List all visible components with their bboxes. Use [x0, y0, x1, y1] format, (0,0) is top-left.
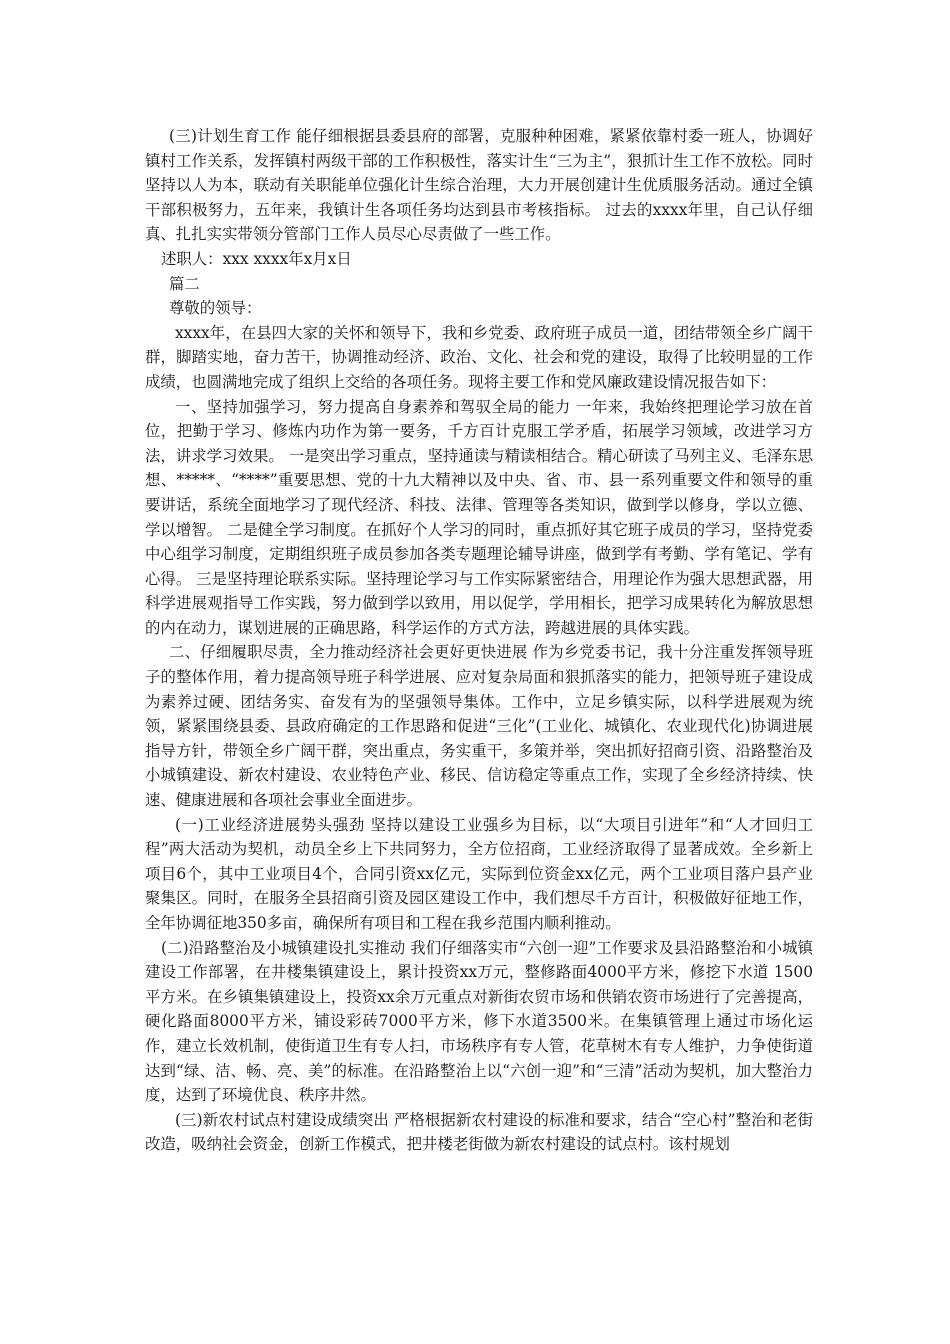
- paragraph-town-construction: (二)沿路整治及小城镇建设扎实推动 我们仔细落实市“六创一迎”工作要求及县沿路整治和小城镇建设工作部署，在井楼集镇建设上，累计投资xx万元，整修路面4000平方米，修挖下水道 1500平方米。在乡镇集镇建设上，投资xx余万元重点对新街农贸市场和供销农资市场进行了完善提高，硬化路面8000平方米，铺设彩砖7000平方米，修下水道3500米。在集镇管理上通过市场化运作，建立长效机制，使街道卫生有专人扫，市场秩序有专人管，花草树木有专人维护，力争使街道达到“绿、洁、畅、亮、美”的标准。在沿路整治上以“六创一迎”和“三清”活动为契机，加大整治力度，达到了环境优良、秩序井然。: [145, 938, 813, 1105]
- document-page: [145, 124, 813, 1157]
- paragraph-new-village: (三)新农村试点村建设成绩突出 严格根据新农村建设的标准和要求，结合“空心村”整治和老街改造，吸纳社会资金，创新工作模式，把井楼老街做为新农村建设的试点村。该村规划: [145, 1110, 813, 1154]
- signature-line: 述职人：xxx xxxx年x月x日: [161, 249, 352, 268]
- salutation: 尊敬的领导：: [169, 299, 262, 318]
- paragraph-industry: (一)工业经济进展势头强劲 坚持以建设工业强乡为目标，以“大项目引进年”和“人才回归工程”两大活动为契机，动员全乡上下共同努力，全方位招商，工业经济取得了显著成效。全乡新上项目6个，其中工业项目4个，合同引资xx亿元，实际到位资金xx亿元，两个工业项目落户县产业聚集区。同时，在服务全县招商引资及园区建设工作中，我们想尽千方百计，积极做好征地工作，全年协调征地350多亩，确保所有项目和工程在我乡范围内顺利推动。: [145, 815, 813, 932]
- paragraph-study: 一、坚持加强学习，努力提高自身素养和驾驭全局的能力 一年来，我始终把理论学习放在首位，把勤于学习、修炼内功作为第一要务，千方百计克服工学矛盾，拓展学习领域，改进学习方法，讲求学习效果。 一是突出学习重点，坚持通读与精读相结合。精心研读了马列主义、毛泽东思想、*****、“****”重要思想、党的十九大精神以及中央、省、市、县一系列重要文件和领导的重要讲话，系统全面地学习了现代经济、科技、法律、管理等各类知识，做到学以修身，学以立德、学以增智。 二是健全学习制度。在抓好个人学习的同时，重点抓好其它班子成员的学习，坚持党委中心组学习制度，定期组织班子成员参加各类专题理论辅导讲座，做到学有考勤、学有笔记、学有心得。 三是坚持理论联系实际。坚持理论学习与工作实际紧密结合，用理论作为强大思想武器，用科学进展观指导工作实践，努力做到学以致用，用以促学，学用相长，把学习成果转化为解放思想的内在动力，谋划进展的正确思路，科学运作的方式方法，跨越进展的具体实践。: [145, 397, 813, 637]
- section-heading: 篇二: [169, 274, 200, 293]
- paragraph-intro: xxxx年，在县四大家的关怀和领导下，我和乡党委、政府班子成员一道，团结带领全乡广阔干群，脚踏实地，奋力苦干，协调推动经济、政治、文化、社会和党的建设，取得了比较明显的工作成绩，也圆满地完成了组织上交给的各项任务。现将主要工作和党风廉政建设情况报告如下：: [145, 323, 813, 391]
- paragraph-duties: 二、仔细履职尽责，全力推动经济社会更好更快进展 作为乡党委书记，我十分注重发挥领导班子的整体作用，着力提高领导班子科学进展、应对复杂局面和狠抓落实的能力，把领导班子建设成为素养过硬、团结务实、奋发有为的坚强领导集体。工作中，立足乡镇实际，以科学进展观为统领，紧紧围绕县委、县政府确定的工作思路和促进“三化”(工业化、城镇化、农业现代化)协调进展指导方针，带领全乡广阔干群，突出重点，务实重干，多策并举，突出抓好招商引资、沿路整治及小城镇建设、新农村建设、农业特色产业、移民、信访稳定等重点工作，实现了全乡经济持续、快速、健康进展和各项社会事业全面进步。: [145, 643, 813, 810]
- paragraph-family-planning: (三)计划生育工作 能仔细根据县委县府的部署，克服种种困难，紧紧依靠村委一班人，协调好镇村工作关系，发挥镇村两级干部的工作积极性，落实计生“三为主”，狠抓计生工作不放松。同时坚持以人为本，联动有关职能单位强化计生综合治理，大力开展创建计生优质服务活动。通过全镇干部积极努力，五年来，我镇计生各项任务均达到县市考核指标。 过去的xxxx年里，自己认仔细真、扎扎实实带领分管部门工作人员尽心尽责做了一些工作。: [145, 127, 813, 244]
